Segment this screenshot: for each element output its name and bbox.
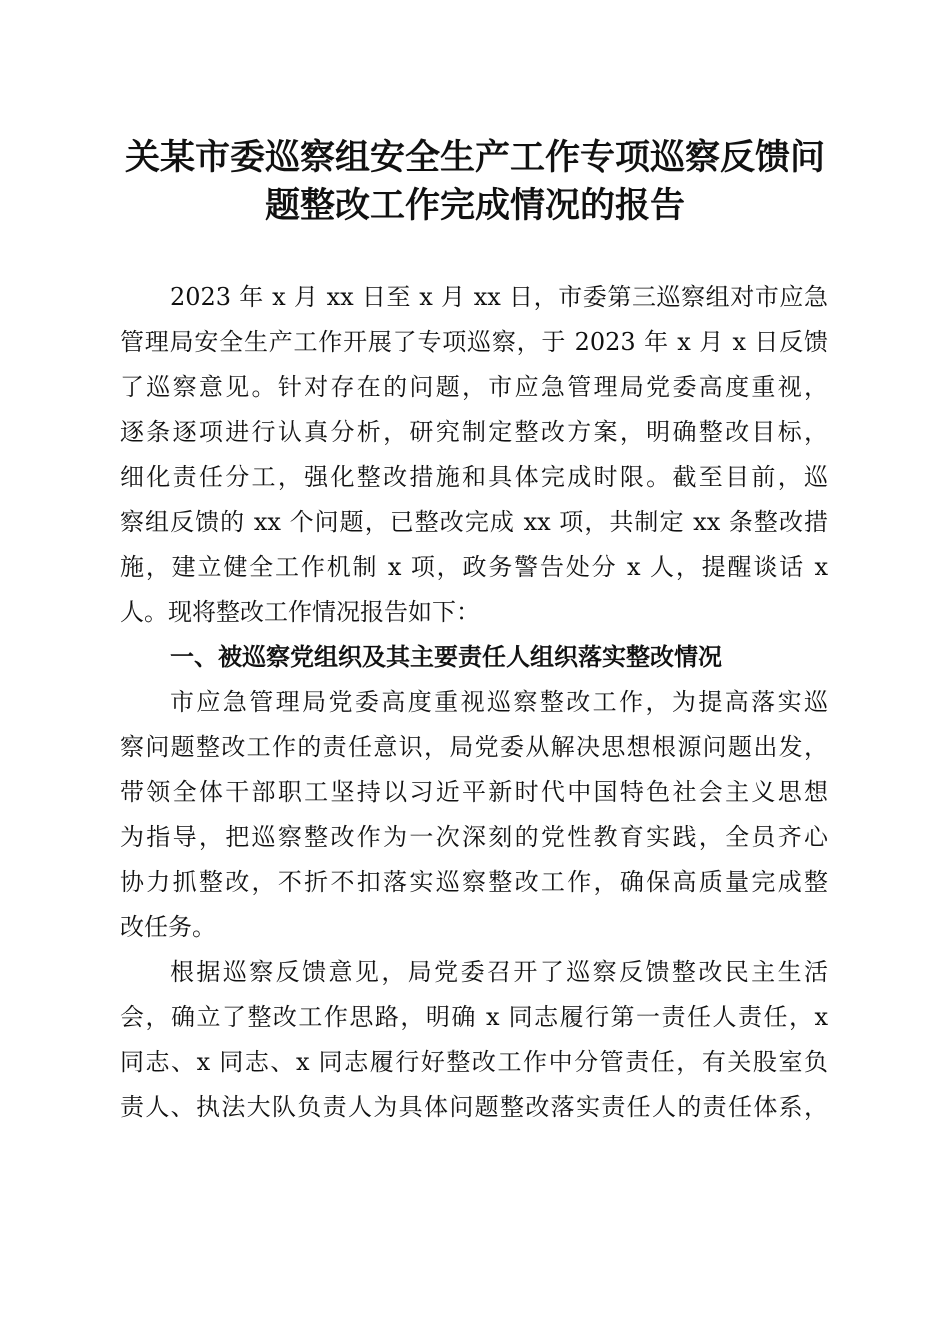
paragraph — [120, 680, 828, 950]
paragraph — [120, 950, 828, 1130]
text-line: 市应急管理局党委高度重视巡察整改工作，为提高落实巡 — [170, 688, 828, 716]
text-line: 责人、执法大队负责人为具体问题整改落实责任人的责任体系， — [120, 1093, 828, 1121]
text-line: 会，确立了整改工作思路，明确 x 同志履行第一责任人责任，x — [120, 1003, 828, 1031]
text-line: 同志、x 同志、x 同志履行好整改工作中分管责任，有关股室负 — [120, 1048, 828, 1076]
text-line: 为指导，把巡察整改作为一次深刻的党性教育实践，全员齐心 — [120, 823, 828, 851]
text-line: 施，建立健全工作机制 x 项，政务警告处分 x 人，提醒谈话 x — [120, 553, 828, 581]
title-line: 关某市委巡察组安全生产工作专项巡察反馈问 — [124, 137, 825, 178]
text-line: 协力抓整改，不折不扣落实巡察整改工作，确保高质量完成整 — [120, 868, 828, 896]
text-line: 察组反馈的 xx 个问题，已整改完成 xx 项，共制定 xx 条整改措 — [120, 508, 828, 536]
text-line: 逐条逐项进行认真分析，研究制定整改方案，明确整改目标， — [120, 418, 828, 446]
text-line: 察问题整改工作的责任意识，局党委从解决思想根源问题出发， — [120, 733, 828, 761]
text-line: 管理局安全生产工作开展了专项巡察，于 2023 年 x 月 x 日反馈 — [120, 328, 828, 356]
text-line: 带领全体干部职工坚持以习近平新时代中国特色社会主义思想 — [120, 778, 828, 806]
title-line: 题整改工作完成情况的报告 — [264, 185, 685, 226]
text-line: 了巡察意见。针对存在的问题，市应急管理局党委高度重视， — [120, 373, 828, 401]
text-line: 改任务。 — [120, 913, 216, 941]
document-body — [120, 275, 828, 1130]
section-heading — [120, 635, 828, 680]
text-line: 人。现将整改工作情况报告如下： — [120, 598, 480, 626]
text-line: 细化责任分工，强化整改措施和具体完成时限。截至目前，巡 — [120, 463, 828, 491]
document-title — [110, 134, 840, 230]
text-line: 根据巡察反馈意见，局党委召开了巡察反馈整改民主生活 — [170, 958, 828, 986]
text-line: 一、被巡察党组织及其主要责任人组织落实整改情况 — [170, 643, 722, 671]
text-line: 2023 年 x 月 xx 日至 x 月 xx 日，市委第三巡察组对市应急 — [170, 283, 828, 311]
paragraph — [120, 275, 828, 635]
